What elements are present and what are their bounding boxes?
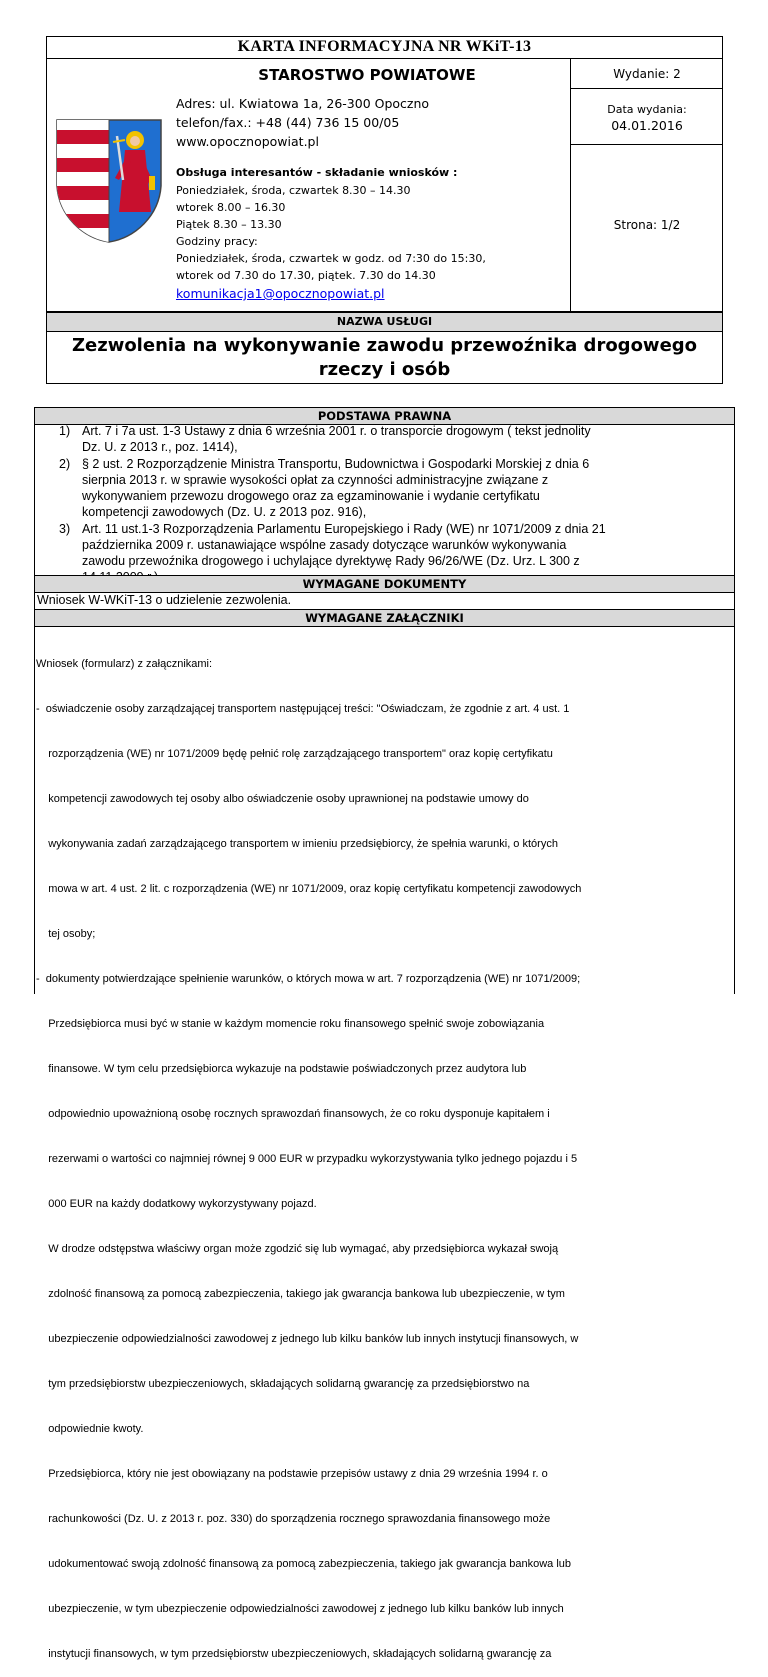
attachment-line: finansowe. W tym celu przedsiębiorca wykazuje na podstawie poświadczonych przez audytora lub bbox=[36, 1063, 527, 1075]
legal-item-line: sierpnia 2013 r. w sprawie wysokości opłat za czynności administracyjne związane z bbox=[82, 473, 549, 487]
legal-item-line: Art. 11 ust.1-3 Rozporządzenia Parlamentu Europejskiego i Rady (WE) nr 1071/2009 z dnia 21 bbox=[82, 522, 606, 536]
service-label-bar bbox=[46, 312, 723, 332]
required-attachments-label: WYMAGANE ZAŁĄCZNIKI bbox=[305, 611, 464, 625]
service-title-line1: Zezwolenia na wykonywanie zawodu przewoźnika drogowego bbox=[71, 335, 698, 356]
attachment-line: odpowiednie kwoty. bbox=[36, 1423, 144, 1435]
attachment-line: kompetencji zawodowych tej osoby albo oświadczenie osoby uprawnionej na podstawie umowy do bbox=[36, 793, 529, 805]
required-documents-label-bar bbox=[34, 575, 735, 593]
legal-item-line: § 2 ust. 2 Rozporządzenie Ministra Transportu, Budownictwa i Gospodarki Morskiej z dnia 6 bbox=[82, 457, 590, 471]
legal-item-line: wykonywaniem przewozu drogowego oraz za egzaminowanie i wydanie certyfikatu bbox=[82, 489, 540, 503]
office-website: www.opocznopowiat.pl bbox=[176, 134, 319, 149]
legal-item-number: 1) bbox=[59, 424, 71, 438]
service-title-line2: rzeczy i osób bbox=[318, 359, 451, 380]
hours-line: wtorek 8.00 – 16.30 bbox=[176, 201, 286, 214]
legal-item-line: zawodu przewoźnika drogowego i uchylające dyrektywę Rady 96/26/WE (Dz. Urz. L 300 z bbox=[82, 554, 580, 568]
edition: Wydanie: 2 bbox=[613, 67, 681, 81]
legal-basis-label-bar bbox=[34, 407, 735, 425]
office-phone: telefon/fax.: +48 (44) 736 15 00/05 bbox=[176, 115, 400, 130]
attachment-line: zdolność finansową za pomocą zabezpieczenia, takiego jak gwarancja bankowa lub ubezpieczenie, w tym bbox=[36, 1288, 565, 1300]
required-documents-label: WYMAGANE DOKUMENTY bbox=[302, 577, 467, 591]
required-documents-text: Wniosek W-WKiT-13 o udzielenie zezwolenia. bbox=[37, 593, 292, 607]
attachment-line: mowa w art. 4 ust. 2 lit. c rozporządzenia (WE) nr 1071/2009, oraz kopię certyfikatu kompetencji zawodowych bbox=[36, 883, 582, 895]
right-column-divider bbox=[570, 58, 571, 312]
title-divider bbox=[46, 58, 723, 59]
attachment-line: W drodze odstępstwa właściwy organ może zgodzić się lub wymagać, aby przedsiębiorca wykazał swoją bbox=[36, 1243, 559, 1255]
attachment-line: instytucji finansowych, w tym przedsiębiorstw ubezpieczeniowych, składających solidarną gwarancję za bbox=[36, 1648, 552, 1660]
attachment-line: - oświadczenie osoby zarządzającej transportem następującej treści: "Oświadczam, że zgodnie z art. 4 ust. 1 bbox=[36, 703, 570, 715]
attachment-line: odpowiednio upoważnioną osobę rocznych sprawozdań finansowych, że co roku dysponuje kapitałem i bbox=[36, 1108, 550, 1120]
coat-of-arms-emblem bbox=[53, 116, 165, 246]
legal-item-line: Dz. U. z 2013 r., poz. 1414), bbox=[82, 440, 238, 454]
office-name: STAROSTWO POWIATOWE bbox=[258, 66, 476, 84]
issue-date: 04.01.2016 bbox=[611, 118, 683, 133]
legal-item-line: października 2009 r. ustanawiające wspólne zasady dotyczące warunków wykonywania bbox=[82, 538, 567, 552]
legal-item-line: Art. 7 i 7a ust. 1-3 Ustawy z dnia 6 września 2001 r. o transporcie drogowym ( tekst jednolity bbox=[82, 424, 591, 438]
issue-date-label: Data wydania: bbox=[607, 103, 687, 116]
attachment-line: rezerwami o wartości co najmniej równej 9 000 EUR w przypadku wykorzystywania tylko jednego pojazdu i 5 bbox=[36, 1153, 578, 1165]
service-label: NAZWA USŁUGI bbox=[336, 315, 433, 328]
attachments-text bbox=[36, 627, 733, 1677]
attachment-line: Przedsiębiorca, który nie jest obowiązany na podstawie przepisów ustawy z dnia 29 września 1994 r. o bbox=[36, 1468, 548, 1480]
card-title: KARTA INFORMACYJNA NR WKiT-13 bbox=[237, 38, 532, 55]
hours-line: wtorek od 7.30 do 17.30, piątek. 7.30 do 14.30 bbox=[176, 269, 436, 282]
legal-basis-label: PODSTAWA PRAWNA bbox=[317, 409, 452, 423]
page-number: Strona: 1/2 bbox=[613, 218, 681, 232]
hours-heading: Obsługa interesantów - składanie wniosków : bbox=[176, 166, 458, 179]
attachment-line: tej osoby; bbox=[36, 928, 96, 940]
attachment-line: - dokumenty potwierdzające spełnienie warunków, o których mowa w art. 7 rozporządzenia (WE) nr 1071/2009; bbox=[36, 973, 581, 985]
attachment-line: rozporządzenia (WE) nr 1071/2009 będę pełnić rolę zarządzającego transportem" oraz kopię certyfikatu bbox=[36, 748, 553, 760]
attachment-line: Przedsiębiorca musi być w stanie w każdym momencie roku finansowego spełnić swoje zobowiązania bbox=[36, 1018, 545, 1030]
hours-line: Piątek 8.30 – 13.30 bbox=[176, 218, 282, 231]
legal-item-number: 3) bbox=[59, 522, 71, 536]
attachment-line: wykonywania zadań zarządzającego transportem w imieniu przedsiębiorcy, że spełnia warunki, o których bbox=[36, 838, 558, 850]
attachment-line: 000 EUR na każdy dodatkowy wykorzystywany pojazd. bbox=[36, 1198, 317, 1210]
required-attachments-label-bar bbox=[34, 609, 735, 627]
attachment-line: ubezpieczenie odpowiedzialności zawodowej z jednego lub kilku banków lub innych instytucji finansowych, w bbox=[36, 1333, 579, 1345]
legal-item-number: 2) bbox=[59, 457, 71, 471]
attachment-line: rachunkowości (Dz. U. z 2013 r. poz. 330) do sporządzenia rocznego sprawozdania finansowego może bbox=[36, 1513, 551, 1525]
attachment-line: udokumentować swoją zdolność finansową za pomocą zabezpieczenia, takiego jak gwarancja bankowa lub bbox=[36, 1558, 572, 1570]
right-divider-2 bbox=[570, 144, 723, 145]
hours-line: Poniedziałek, środa, czwartek 8.30 – 14.30 bbox=[176, 184, 411, 197]
email-link[interactable]: komunikacja1@opocznopowiat.pl bbox=[176, 286, 385, 301]
hours-line: Poniedziałek, środa, czwartek w godz. od 7:30 do 15:30, bbox=[176, 252, 486, 265]
attachment-line: Wniosek (formularz) z załącznikami: bbox=[36, 658, 213, 670]
attachment-line: tym przedsiębiorstw ubezpieczeniowych, składających solidarną gwarancję za przedsiębiorstwo na bbox=[36, 1378, 530, 1390]
attachment-line: ubezpieczenie, w tym ubezpieczenie odpowiedzialności zawodowej z jednego lub kilku banków lub innych bbox=[36, 1603, 564, 1615]
right-divider-1 bbox=[570, 88, 723, 89]
legal-item-line: kompetencji zawodowych (Dz. U. z 2013 poz. 916), bbox=[82, 505, 367, 519]
office-address: Adres: ul. Kwiatowa 1a, 26-300 Opoczno bbox=[176, 96, 430, 111]
hours-line: Godziny pracy: bbox=[176, 235, 258, 248]
